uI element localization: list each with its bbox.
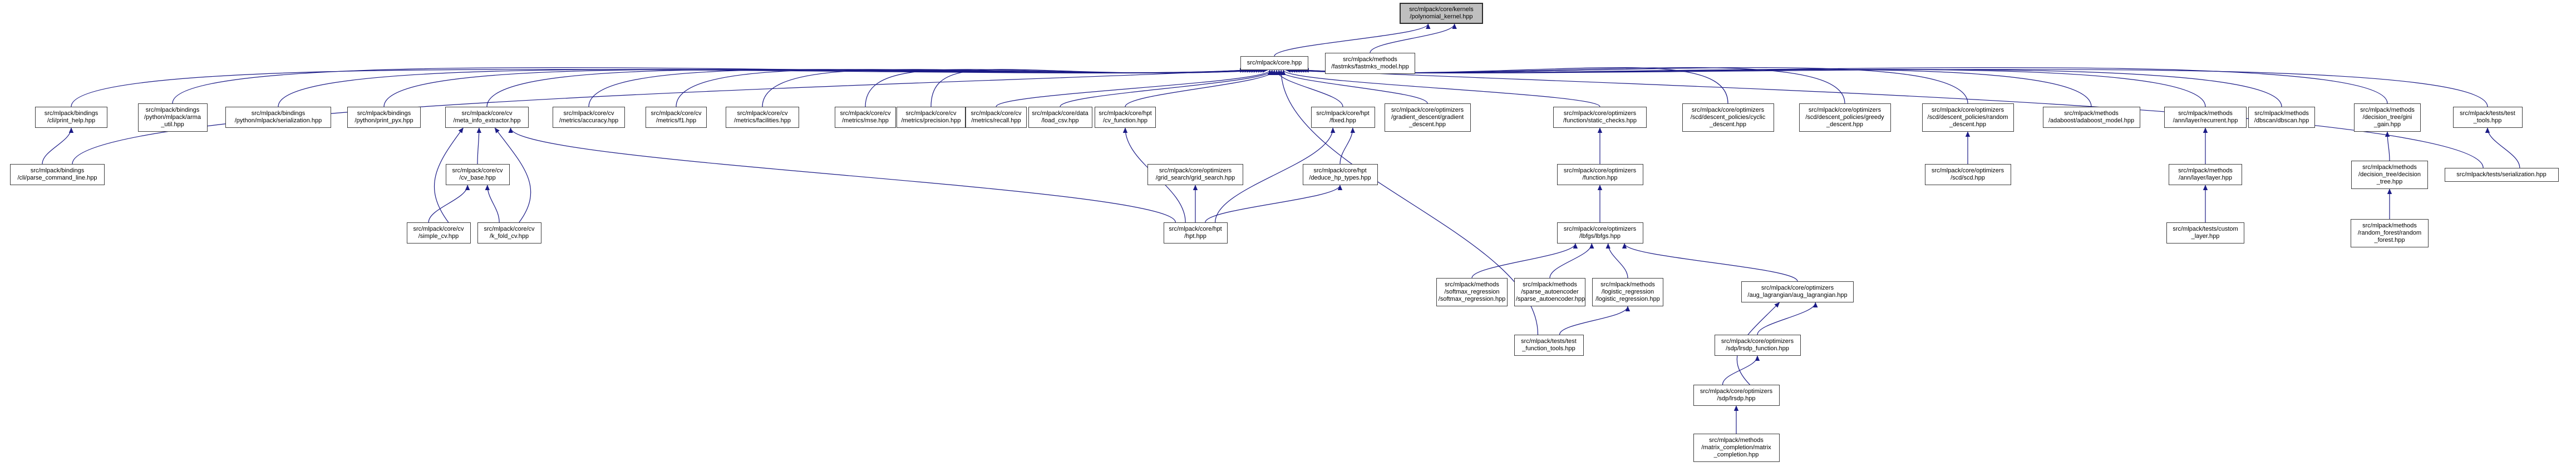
node-label-line: src/mlpack/core/cv [461,110,513,117]
node-label-line: /sparse_autoencoder.hpp [1516,296,1585,302]
node-label-line: /logistic_regression [1601,289,1654,295]
node-label-line: /polynomial_kernel.hpp [1410,13,1473,20]
node-print-help[interactable] [35,107,107,128]
node-label-line: src/mlpack/bindings [357,110,411,117]
node-dbscan[interactable] [2248,107,2315,128]
node-label-line: src/mlpack/methods [2064,110,2119,117]
node-label-line: src/mlpack/core/cv [484,226,535,232]
node-label-line: src/mlpack/methods [1600,281,1655,288]
node-simple-cv[interactable] [407,222,471,244]
node-label-line: src/mlpack/bindings [44,110,98,117]
node-mse[interactable] [835,107,896,128]
node-fastmks-model[interactable] [1325,53,1415,74]
node-cv-base[interactable] [446,164,510,185]
node-gini-gain[interactable] [2354,103,2421,132]
node-scd[interactable] [1925,164,2011,185]
node-meta-info-extractor[interactable] [445,107,529,128]
node-lrsdp-function[interactable] [1715,335,1801,356]
node-label-line: src/mlpack/core/optimizers [1808,107,1881,113]
node-label-line: /random_forest/random [2357,230,2422,236]
node-label-line: /load_csv.hpp [1041,117,1079,124]
node-label-line: src/mlpack/core/optimizers [1931,107,2004,113]
edge-dbscan-to-core [1297,69,2282,107]
edge-softmax-regression-to-lbfgs [1472,244,1575,278]
node-core[interactable] [1240,56,1308,70]
node-label-line: _layer.hpp [2191,233,2220,240]
node-label-line: /scd/descent_policies/random [1927,114,2008,121]
node-sparse-autoencoder[interactable] [1514,278,1585,306]
node-label-line: /meta_info_extractor.hpp [453,117,521,124]
node-k-fold-cv[interactable] [477,222,541,244]
node-label-line: /deduce_hp_types.hpp [1309,175,1371,181]
node-recall[interactable] [966,107,1027,128]
edge-py-serialization-to-core [278,69,1252,107]
node-label-line: /sparse_autoencoder [1521,289,1579,295]
node-static-checks[interactable] [1553,107,1647,128]
node-label-line: src/mlpack/methods [2254,110,2309,117]
node-label-line: src/mlpack/core/optimizers [1391,107,1464,113]
node-label-line: /softmax_regression [1444,289,1500,295]
node-label-line: src/mlpack/methods [2362,222,2417,229]
node-label-line: src/mlpack/bindings [145,107,200,113]
node-tests-serialization[interactable] [2445,168,2559,182]
node-label-line: /adaboost/adaboost_model.hpp [2048,117,2135,124]
edge-cv-function-to-core [1125,70,1274,107]
edge-fastmks-model-to-polynomial-kernel [1370,24,1455,53]
node-precision[interactable] [897,107,966,128]
node-function[interactable] [1557,164,1643,185]
node-lbfgs[interactable] [1557,222,1643,244]
edge-fixed-to-core [1277,70,1343,107]
node-label-line: src/mlpack/core/optimizers [1563,167,1637,174]
node-label-line: /scd/descent_policies/cyclic [1690,114,1766,121]
node-label-line: /metrics/f1.hpp [656,117,697,124]
node-label-line: _gain.hpp [2373,121,2401,128]
node-deduce-hp-types[interactable] [1303,164,1378,185]
edge-logistic-regression-to-lbfgs [1608,244,1628,278]
node-label-line: src/mlpack/core/cv [971,110,1022,117]
node-label-line: /sdp/lrsdp.hpp [1717,395,1756,402]
node-recurrent[interactable] [2164,107,2247,128]
edge-aug-lagrangian-to-lbfgs [1624,244,1797,281]
node-label-line: src/mlpack/core/optimizers [1563,226,1637,232]
node-label-line: src/mlpack/core/hpt [1169,226,1222,232]
node-label-line: /python/print_pyx.hpp [354,117,413,124]
node-py-serialization[interactable] [225,107,331,128]
node-label-line: src/mlpack/tests/serialization.hpp [2456,171,2547,178]
node-label-line: src/mlpack/core/cv [452,167,503,174]
node-label-line: src/mlpack/methods [2178,110,2233,117]
node-f1[interactable] [646,107,707,128]
edge-tests-serialization-to-test-tools [2488,128,2520,168]
node-adaboost-model[interactable] [2043,107,2140,128]
node-logistic-regression[interactable] [1592,278,1663,306]
node-label-line: src/mlpack/bindings [30,167,85,174]
edge-k-fold-cv-to-cv-base [487,185,499,222]
node-greedy-descent[interactable] [1799,103,1891,132]
node-matrix-completion[interactable] [1693,434,1780,462]
node-label-line: src/mlpack/core/optimizers [1159,167,1232,174]
node-label-line: src/mlpack/tests/custom [2173,226,2238,232]
node-test-tools[interactable] [2453,107,2523,128]
node-label-line: src/mlpack/core/optimizers [1931,167,2004,174]
node-label-line: src/mlpack/methods [1445,281,1499,288]
node-cv-function[interactable] [1095,107,1156,128]
node-label-line: src/mlpack/core/data [1032,110,1088,117]
node-arma-util[interactable] [138,103,208,132]
node-label-line: src/mlpack/core/optimizers [1700,388,1773,395]
node-hpt[interactable] [1164,222,1228,244]
node-random-descent[interactable] [1922,103,2014,132]
node-label-line: /fastmks/fastmks_model.hpp [1331,63,1409,70]
node-label-line: src/mlpack/core/optimizers [1721,338,1794,345]
node-label-line: src/mlpack/core.hpp [1247,59,1302,66]
node-label-line: /ann/layer/recurrent.hpp [2173,117,2238,124]
node-label-line: /lbfgs/lbfgs.hpp [1579,233,1621,240]
node-label-line: src/mlpack/core/hpt [1316,110,1370,117]
node-label-line: src/mlpack/core/hpt [1099,110,1152,117]
node-label-line: src/mlpack/tests/test [2460,110,2515,117]
node-label-line: /gradient_descent/gradient [1391,114,1464,121]
node-parse-command-line[interactable] [10,164,105,185]
edge-facilities-to-core [762,69,1263,107]
node-label-line: /logistic_regression.hpp [1595,296,1660,302]
node-label-line: _descent.hpp [1408,121,1446,128]
node-label-line: src/mlpack/core/cv [737,110,788,117]
edge-deduce-hp-types-to-fixed [1340,128,1353,164]
node-label-line: _util.hpp [161,121,184,128]
node-custom-layer[interactable] [2166,222,2244,244]
node-label-line: _function_tools.hpp [1522,345,1575,352]
node-label-line: /sdp/lrsdp_function.hpp [1726,345,1789,352]
node-label-line: /decision_tree/gini [2362,114,2412,121]
node-layer[interactable] [2169,164,2242,185]
node-label-line: src/mlpack/methods [1343,56,1397,63]
node-label-line: /softmax_regression.hpp [1438,296,1506,302]
node-print-pyx[interactable] [347,107,421,128]
node-label-line: src/mlpack/methods [2362,164,2417,171]
node-label-line: /scd/scd.hpp [1951,175,1985,181]
node-label-line: src/mlpack/core/cv [840,110,891,117]
node-label-line: /hpt.hpp [1184,233,1206,240]
node-label-line: /dbscan/dbscan.hpp [2254,117,2309,124]
node-grid-search[interactable] [1147,164,1243,185]
node-label-line: src/mlpack/tests/test [1521,338,1577,345]
node-label-line: /matrix_completion/matrix [1701,444,1771,451]
node-label-line: /simple_cv.hpp [418,233,459,240]
node-polynomial-kernel [1400,3,1483,24]
node-aug-lagrangian[interactable] [1741,281,1854,302]
node-gradient-descent[interactable] [1385,103,1471,132]
node-label-line: src/mlpack/core/kernels [1409,6,1474,13]
node-label-line: src/mlpack/core/cv [905,110,957,117]
node-label-line: /function.hpp [1582,175,1618,181]
edge-static-checks-to-core [1283,70,1600,107]
edge-sparse-autoencoder-to-lbfgs [1550,244,1592,278]
node-label-line: /decision_tree/decision [2358,171,2421,178]
edge-gradient-descent-to-core [1279,70,1427,103]
node-test-function-tools[interactable] [1514,335,1584,356]
node-accuracy[interactable] [553,107,625,128]
edge-load-csv-to-core [1060,70,1272,107]
edge-cv-base-to-meta-info-extractor [477,128,479,164]
node-label-line: /cv_function.hpp [1102,117,1148,124]
node-label-line: /python/mlpack/serialization.hpp [234,117,322,124]
edge-precision-to-core [931,69,1268,107]
node-label-line: /scd/descent_policies/greedy [1805,114,1884,121]
node-label-line: _forest.hpp [2374,237,2405,244]
node-label-line: src/mlpack/bindings [251,110,306,117]
node-label-line: /cli/parse_command_line.hpp [17,175,97,181]
node-label-line: /metrics/facilities.hpp [733,117,791,124]
edge-f1-to-core [676,69,1261,107]
node-label-line: _descent.hpp [1949,121,1987,128]
edge-mse-to-core [865,69,1265,107]
node-label-line: src/mlpack/methods [1523,281,1577,288]
node-label-line: /aug_lagrangian/aug_lagrangian.hpp [1747,292,1848,299]
node-label-line: src/mlpack/core/optimizers [1761,285,1834,291]
node-label-line: /metrics/accuracy.hpp [559,117,619,124]
node-label-line: /metrics/precision.hpp [901,117,961,124]
node-label-line: /grid_search/grid_search.hpp [1155,175,1235,181]
node-label-line: src/mlpack/core/optimizers [1563,110,1637,117]
node-label-line: _completion.hpp [1713,451,1759,458]
node-label-line: /metrics/recall.hpp [971,117,1021,124]
node-label-line: src/mlpack/methods [1709,437,1764,444]
node-label-line: /fixed.hpp [1329,117,1356,124]
node-label-line: /cli/print_help.hpp [47,117,96,124]
node-label-line: src/mlpack/core/optimizers [1691,107,1765,113]
node-softmax-regression[interactable] [1436,278,1508,306]
node-decision-tree[interactable] [2351,161,2428,189]
node-label-line: src/mlpack/methods [2178,167,2233,174]
node-label-line: src/mlpack/core/cv [651,110,702,117]
node-label-line: /function/static_checks.hpp [1563,117,1637,124]
node-label-line: src/mlpack/core/cv [413,226,464,232]
edge-hpt-to-meta-info-extractor [511,128,1176,222]
edge-accuracy-to-core [589,69,1259,107]
edge-parse-command-line-to-print-help [42,128,71,164]
node-label-line: src/mlpack/core/cv [563,110,614,117]
edge-test-function-tools-to-logistic-regression [1560,306,1628,335]
node-random-forest[interactable] [2351,219,2429,247]
edge-test-tools-to-core [1302,69,2488,107]
edge-lrsdp-to-lrsdp-function [1723,356,1758,385]
node-lrsdp[interactable] [1693,385,1780,406]
node-cyclic-descent[interactable] [1682,103,1774,132]
node-fixed[interactable] [1311,107,1375,128]
node-label-line: /ann/layer/layer.hpp [2178,175,2232,181]
node-label-line: _tree.hpp [2376,178,2403,185]
node-label-line: _descent.hpp [1709,121,1747,128]
node-label-line: /cv_base.hpp [459,175,496,181]
node-label-line: /k_fold_cv.hpp [489,233,529,240]
node-label-line: src/mlpack/methods [2360,107,2415,113]
node-label-line: /python/mlpack/arma [144,114,201,121]
edge-lrsdp-function-to-aug-lagrangian [1757,302,1815,335]
node-load-csv[interactable] [1028,107,1092,128]
node-label-line: src/mlpack/core/hpt [1313,167,1367,174]
node-label-line: _tools.hpp [2473,117,2502,124]
node-label-line: /metrics/mse.hpp [842,117,889,124]
node-facilities[interactable] [726,107,799,128]
node-label-line: _descent.hpp [1826,121,1864,128]
edge-decision-tree-to-gini-gain [2387,132,2390,161]
